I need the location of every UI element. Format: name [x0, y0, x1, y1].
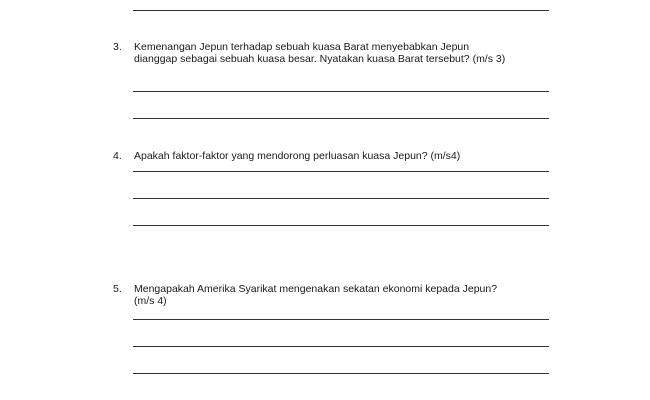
- question-number: 4.: [113, 150, 122, 162]
- question-text-line: (m/s 4): [134, 295, 167, 307]
- question-text-line: Kemenangan Jepun terhadap sebuah kuasa Barat menyebabkan Jepun: [134, 41, 470, 53]
- question-text-line: Mengapakah Amerika Syarikat mengenakan sekatan ekonomi kepada Jepun?: [134, 283, 498, 295]
- question-number: 3.: [113, 41, 122, 53]
- question-text: [134, 150, 554, 162]
- question-text: [134, 283, 554, 307]
- answer-line[interactable]: [133, 319, 549, 320]
- answer-line[interactable]: [133, 225, 549, 226]
- answer-line[interactable]: [133, 346, 549, 347]
- answer-line[interactable]: [133, 373, 549, 374]
- question-text-line: Apakah faktor-faktor yang mendorong perluasan kuasa Jepun? (m/s4): [134, 150, 461, 162]
- answer-line[interactable]: [133, 10, 549, 11]
- question-number: 5.: [113, 283, 122, 295]
- question-text-line: dianggap sebagai sebuah kuasa besar. Nyatakan kuasa Barat tersebut? (m/s 3): [134, 53, 506, 65]
- answer-line[interactable]: [133, 198, 549, 199]
- answer-line[interactable]: [133, 118, 549, 119]
- question-text: [134, 41, 554, 65]
- answer-line[interactable]: [133, 91, 549, 92]
- answer-line[interactable]: [133, 171, 549, 172]
